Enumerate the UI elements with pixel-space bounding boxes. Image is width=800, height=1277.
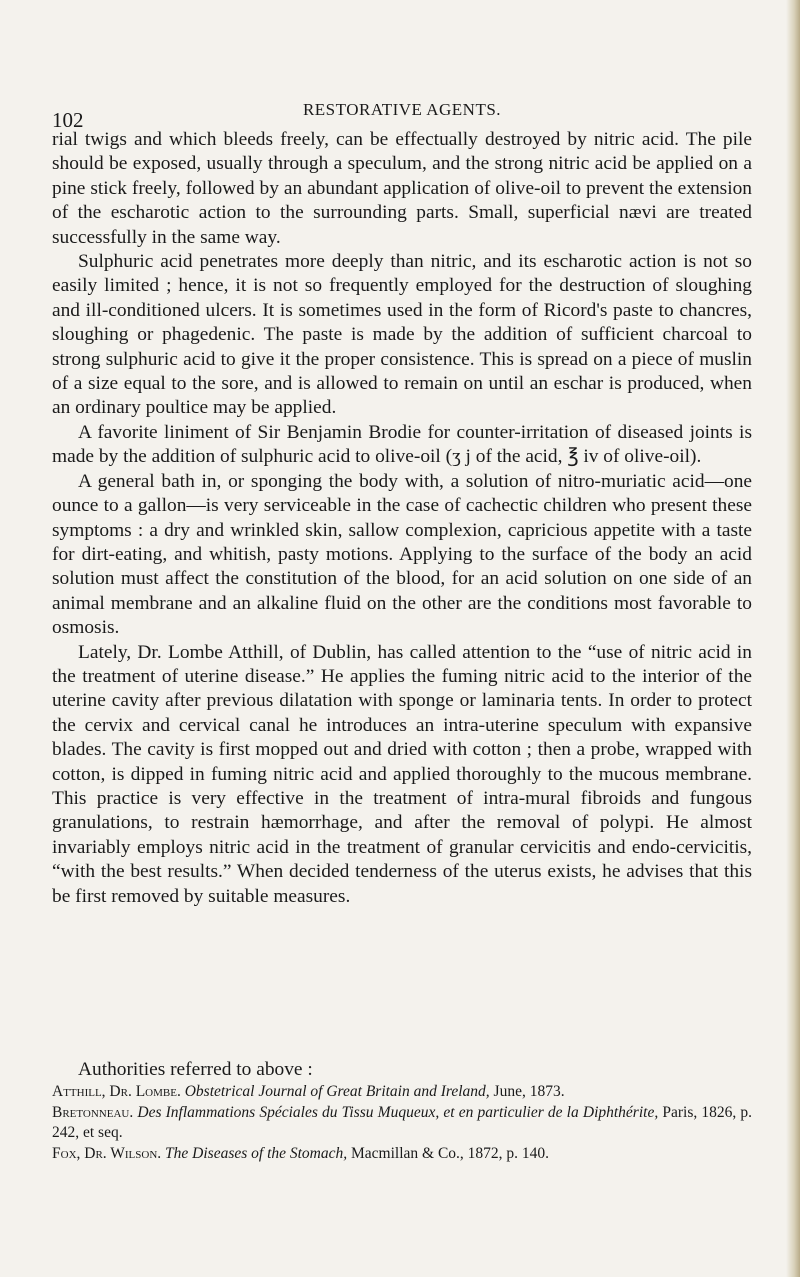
reference-entry bbox=[52, 1103, 752, 1144]
paragraph: A favorite liniment of Sir Benjamin Brodie for counter-irritation of diseased joints is made by the addition of sulphuric acid to olive-oil (ʒ j of the acid, ℥ iv of olive-oil). bbox=[52, 421, 752, 468]
reference-work: Obstetrical Journal of Great Britain and Ireland, bbox=[184, 1083, 490, 1100]
paragraph: Lately, Dr. Lombe Atthill, of Dublin, has called attention to the “use of nitric acid in the treatment of uterine disease.” He applies the fuming nitric acid to the interior of the uterine cavity after previous dilatation with sponge or laminaria tents. In order to protect the cervix and cervical canal he introduces an intra-uterine speculum with expansive blades. The cavity is first mopped out and dried with cotton ; then a probe, wrapped with cotton, is dipped in fuming nitric acid and applied thoroughly to the mucous membrane. This practice is very effective in the treatment of intra-mural fibroids and fungous granulations, to restrain hæmorrhage, and after the removal of polypi. He almost invariably employs nitric acid in the treatment of granular cervicitis and endo-cervicitis, “with the best results.” When decided tenderness of the uterus exists, he advises that this be first removed by suitable measures. bbox=[52, 641, 752, 907]
paragraph: Sulphuric acid penetrates more deeply than nitric, and its escharotic action is not so easily limited ; hence, it is not so frequently employed for the destruction of sloughing and ill-conditioned ulcers. It is sometimes used in the form of Ricord's paste to chancres, sloughing or phagedenic. The paste is made by the addition of sufficient charcoal to strong sulphuric acid to give it the proper consistence. This is spread on a piece of muslin of a size equal to the sore, and is allowed to remain on until an eschar is produced, when an ordinary poultice may be applied. bbox=[52, 251, 752, 419]
reference-detail: Paris, 1826, p. 242, et seq. bbox=[52, 1103, 753, 1141]
body-text bbox=[52, 128, 752, 909]
paragraph: A general bath in, or sponging the body with, a solution of nitro-muriatic acid—one ounce to a gallon—is very serviceable in the case of cachectic children who present these symptoms : a dry and wrinkled skin, sallow complexion, capricious appetite with a taste for dirt-eating, and whitish, pasty motions. Applying to the surface of the body an acid solution must affect the constitution of the blood, for an acid solution on one side of an animal membrane and an alkaline fluid on the other are the conditions most favorable to osmosis. bbox=[52, 470, 752, 639]
page-number: 102 bbox=[52, 108, 84, 132]
page-header bbox=[52, 100, 752, 132]
reference-author: Bretonneau. bbox=[52, 1103, 134, 1121]
reference-work: Des Inflammations Spéciales du Tissu Muqueux, et en particulier de la Diphthérite, bbox=[137, 1103, 659, 1121]
reference-entry bbox=[52, 1082, 752, 1103]
reference-author: Fox, Dr. Wilson. bbox=[52, 1144, 162, 1162]
paragraph: rial twigs and which bleeds freely, can be effectually destroyed by nitric acid. The pile should be exposed, usually through a speculum, and the strong nitric acid be applied on a pine stick freely, followed by an abundant application of olive-oil to prevent the extension of the escharotic action to the surrounding parts. Small, superficial nævi are treated successfully in the same way. bbox=[52, 129, 752, 248]
authorities-section bbox=[52, 1058, 752, 1164]
reference-author: Atthill, Dr. Lombe. bbox=[52, 1083, 181, 1100]
running-title: RESTORATIVE AGENTS. bbox=[302, 100, 502, 119]
reference-entry bbox=[52, 1144, 752, 1165]
page-edge-shadow bbox=[786, 0, 800, 1277]
authorities-heading: Authorities referred to above : bbox=[78, 1059, 313, 1080]
reference-detail: Macmillan & Co., 1872, p. 140. bbox=[351, 1144, 550, 1162]
reference-detail: June, 1873. bbox=[493, 1083, 565, 1100]
reference-work: The Diseases of the Stomach, bbox=[165, 1144, 348, 1162]
